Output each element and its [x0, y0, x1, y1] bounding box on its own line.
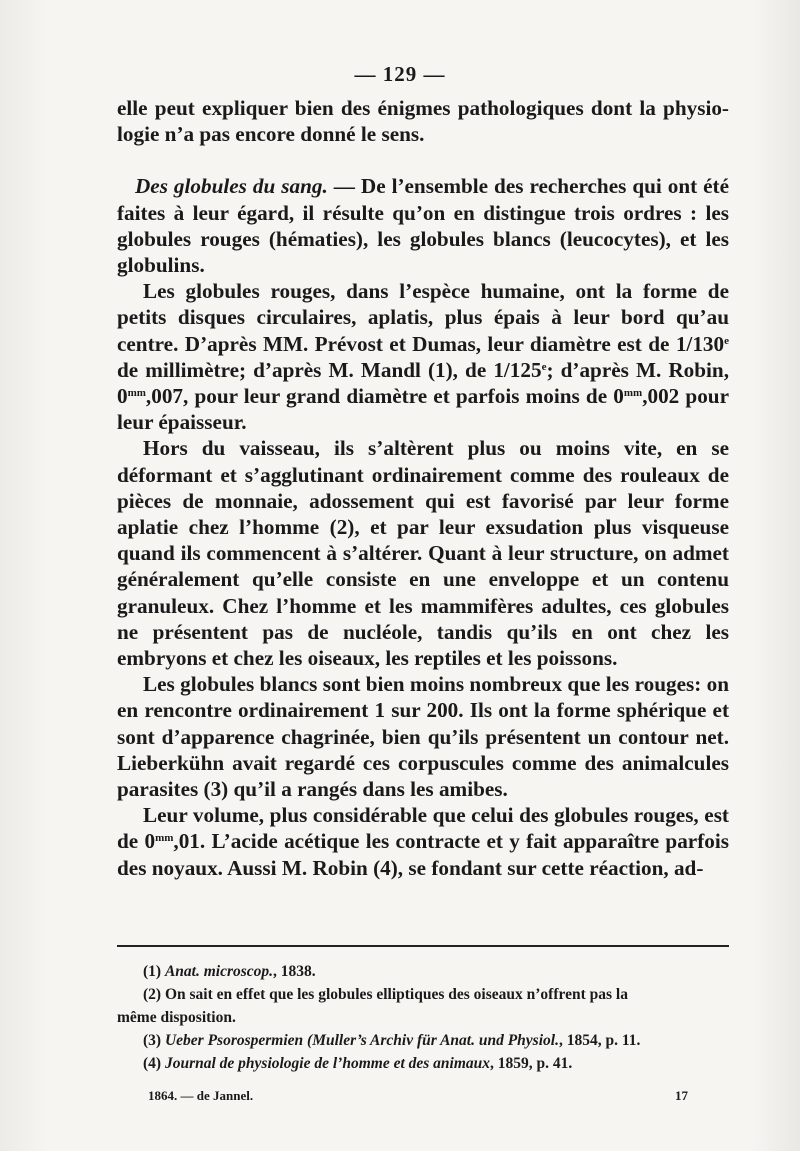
footnote-3 — [117, 1029, 739, 1052]
footnote-tail: , 1838. — [273, 963, 316, 980]
paragraph-intro — [117, 95, 729, 147]
section-title: Des globules du sang. — [135, 174, 328, 199]
footnote-number: (3) — [143, 1032, 165, 1049]
footnote-2-continued: même disposition. — [117, 1009, 236, 1026]
text-run: ,007, pour leur grand diamètre et parfois moins de 0 — [145, 384, 624, 409]
footnote-tail: , 1859, p. 41. — [490, 1055, 573, 1072]
footnote-title: Ueber Psorospermien (Muller’s Archiv für Anat. und Physiol. — [164, 1032, 559, 1049]
footnote-divider — [117, 945, 729, 947]
footnote-title: Journal de physiologie de l’homme et des animaux — [164, 1055, 491, 1072]
text-run: Leur volume, plus considérable que celui des globules rouges, est de 0 — [117, 803, 729, 854]
text-run: ,01. L’acide acétique les contracte et y fait apparaître parfois des noyaux. Aussi M. Robin (4), se fondant sur cette réaction, ad- — [117, 829, 729, 880]
text-run: — De l’ensemble des recherches qui ont été faites à leur égard, il résulte qu’on en distingue trois ordres : les globules rouges (hématies), les globules blancs (leucocytes), et les globulins. — [117, 174, 730, 278]
text-line: elle peut expliquer bien des énigmes pathologiques dont la physio- — [117, 96, 729, 120]
footnote-1 — [117, 960, 739, 983]
paragraph-section-start — [117, 173, 729, 278]
footnote-title: Anat. microscop. — [164, 963, 274, 980]
footnote-number: (4) — [143, 1055, 165, 1072]
text-run: de millimètre; d’après M. Mandl (1), de 1/125 — [117, 357, 542, 382]
main-text — [117, 95, 729, 881]
paragraph-white-globules: Les globules blancs sont bien moins nombreux que les rouges: on en rencontre ordinairement 1 sur 200. Ils ont la forme sphérique et sont d’apparence chagrinée, bien qu’ils présentent un contour net. Lieberkühn avait regardé ces corpuscules comme des animalcules parasites (3) qu’il a rangés dans les amibes. — [117, 672, 729, 802]
footnote-4 — [117, 1052, 739, 1075]
footnote-tail: , 1854, p. 11. — [558, 1032, 641, 1049]
printer-signature: 1864. — de Jannel. — [148, 1088, 254, 1103]
paragraph-red-globules — [117, 278, 729, 435]
page-footer — [148, 1088, 688, 1104]
superscript: e — [724, 334, 729, 347]
footnotes — [117, 960, 739, 1075]
superscript: mm — [155, 832, 174, 845]
superscript: e — [541, 360, 547, 373]
paragraph-alteration: Hors du vaisseau, ils s’altèrent plus ou moins vite, en se déformant et s’agglutinant ordinairement comme des rouleaux de pièces de monnaie, adossement qui est favorisé par leur forme aplatie chez l’homme (2), et par leur exsudation plus visqueuse quand ils commencent à s’altérer. Quant à leur structure, on admet généralement qu’elle consiste en une enveloppe et un contenu granuleux. Chez l’homme et les mammifères adultes, ces globules ne présentent pas de nucléole, tandis qu’ils en ont chez les embryons et chez les oiseaux, les reptiles et les poissons. — [117, 436, 729, 671]
text-run: ,002 pour leur épaisseur. — [117, 384, 729, 435]
footnote-number: (1) — [143, 963, 165, 980]
page-number: — 129 — — [354, 62, 446, 86]
footnote-2: (2) On sait en effet que les globules elliptiques des oiseaux n’offrent pas la — [143, 986, 628, 1003]
sheet-number: 17 — [675, 1088, 688, 1103]
text-line: logie n’a pas encore donné le sens. — [117, 122, 425, 147]
superscript: mm — [127, 387, 146, 400]
paragraph-volume — [117, 802, 729, 881]
text-run: Les globules rouges, dans l’espèce humaine, ont la forme de petits disques circulaires, aplatis, plus épais à leur bord qu’au centre. D’après MM. Prévost et Dumas, leur diamètre est de 1/130 — [117, 279, 729, 356]
superscript: mm — [623, 387, 643, 400]
text-run: ; d’après M. Robin, 0 — [117, 357, 729, 409]
